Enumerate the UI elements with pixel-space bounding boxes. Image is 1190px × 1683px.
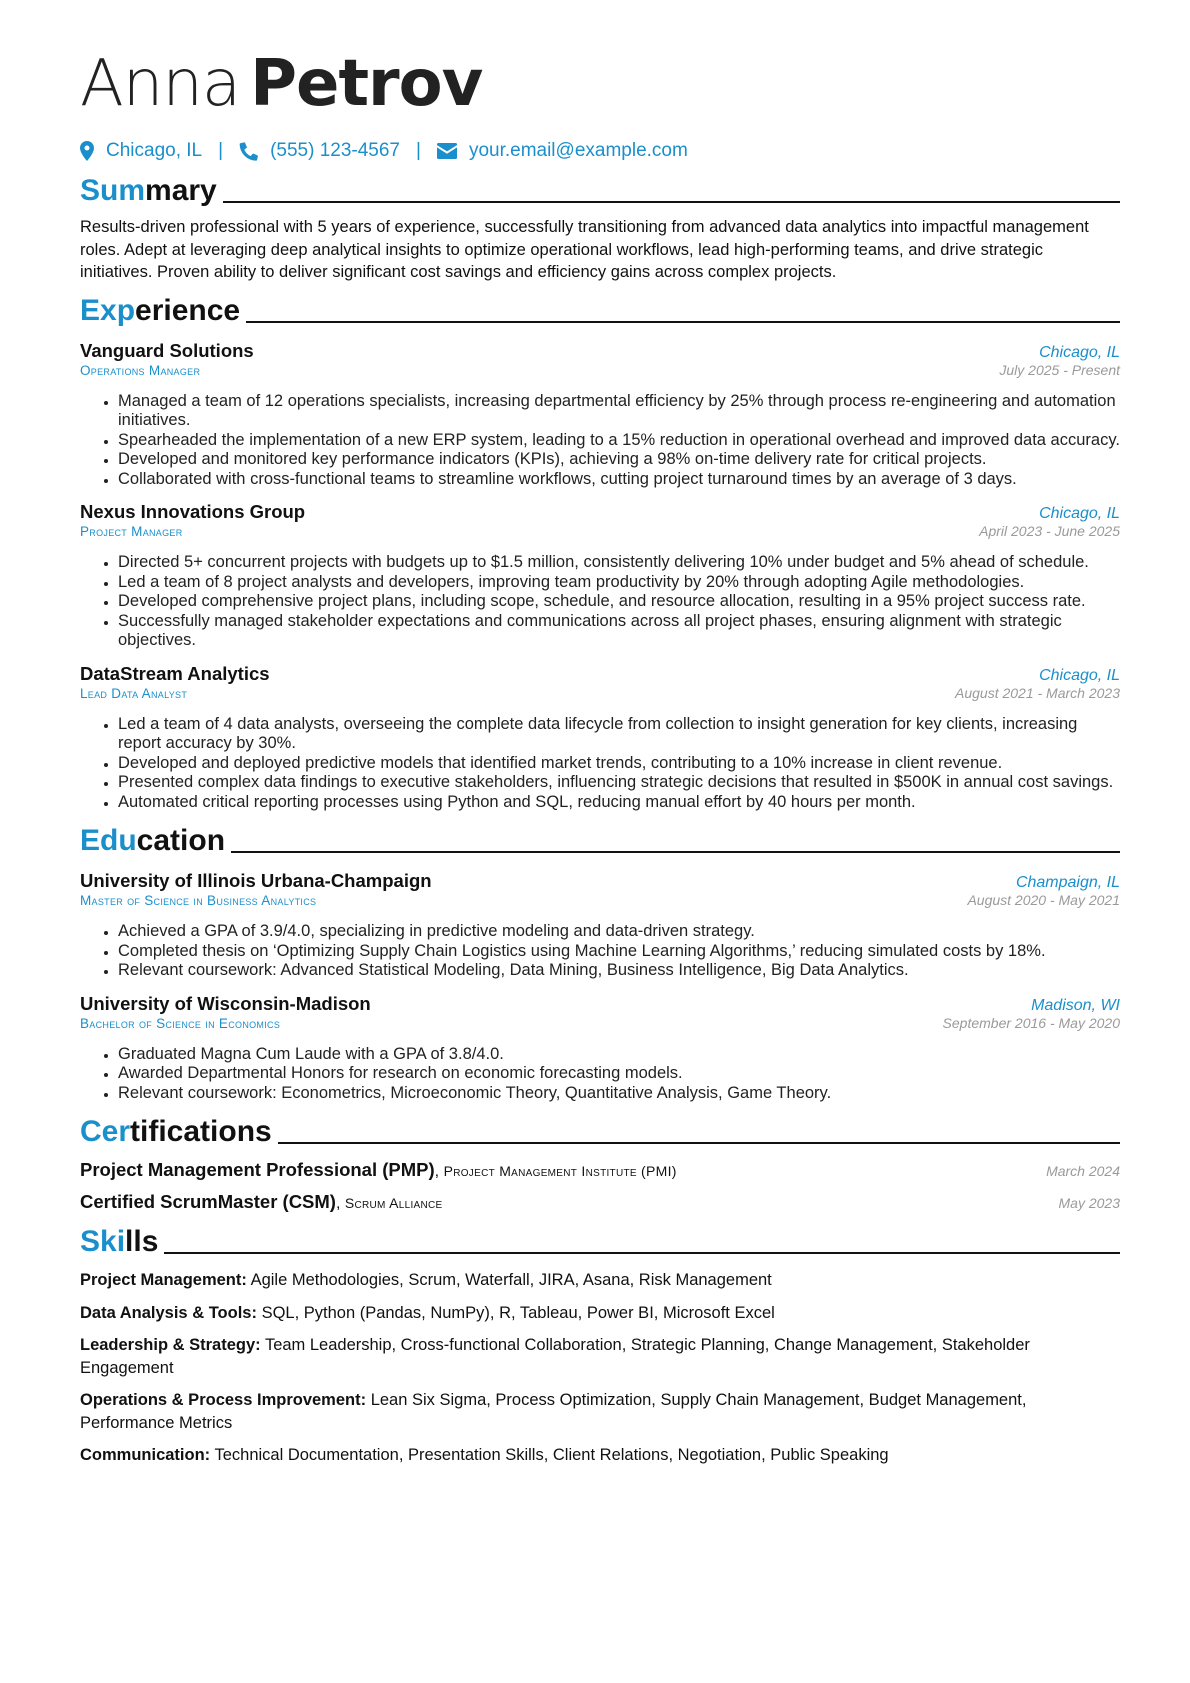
cert-date: March 2024 <box>1046 1163 1120 1179</box>
cert-issuer: Scrum Alliance <box>344 1195 443 1211</box>
cert-name: Project Management Professional (PMP) <box>80 1159 435 1180</box>
email-text: your.email@example.com <box>468 140 688 161</box>
location-text: Chicago, IL <box>106 140 203 161</box>
phone-icon <box>239 142 258 161</box>
experience-entry <box>80 501 1120 651</box>
section-title: Experience <box>80 293 241 327</box>
bullet-item: • Led a team of 8 project analysts and developers, improving team productivity by 20% through adopting Agile methodologies. <box>118 573 1120 593</box>
bullet-item: • Collaborated with cross-functional teams to streamline workflows, cutting project turnaround times by an average of 3 days. <box>118 470 1120 490</box>
skill-label: Operations & Process Improvement: <box>80 1391 367 1409</box>
bullet-item: • Led a team of 4 data analysts, overseeing the complete data lifecycle from collection to insight generation for key clients, increasing report accuracy by 30%. <box>118 715 1120 754</box>
bullet-item: • Directed 5+ concurrent projects with budgets up to $1.5 million, consistently delivering 10% under budget and 5% ahead of schedule. <box>118 553 1120 573</box>
job-title: Project Manager <box>80 524 183 539</box>
section-title: Certifications <box>80 1115 272 1148</box>
skill-label: Leadership & Strategy: <box>80 1336 261 1354</box>
degree-name: Bachelor of Science in Economics <box>80 1015 281 1031</box>
skill-value: Technical Documentation, Presentation Skills, Client Relations, Negotiation, Public Speaking <box>214 1446 889 1464</box>
envelope-icon <box>437 143 457 159</box>
skill-value: Lean Six Sigma, Process Optimization, Supply Chain Management, Budget Management, Performance Metrics <box>80 1391 1027 1432</box>
bullet-item: • Completed thesis on ‘Optimizing Supply Chain Logistics using Machine Learning Algorithms,’ reducing simulated costs by 18%. <box>118 942 1120 962</box>
contact-separator: | <box>416 140 421 161</box>
bullet-list <box>80 715 1120 813</box>
education-heading <box>80 824 1120 858</box>
contact-email[interactable] <box>437 140 688 162</box>
cert-date: May 2023 <box>1058 1195 1120 1211</box>
section-title: Education <box>80 824 226 857</box>
summary-heading <box>80 174 1120 208</box>
entry-location: Chicago, IL <box>1039 505 1120 522</box>
contact-phone[interactable] <box>239 140 400 162</box>
entry-location: Chicago, IL <box>1039 343 1120 361</box>
entry-location: Chicago, IL <box>1039 666 1120 684</box>
school-name: University of Wisconsin-Madison <box>80 992 371 1014</box>
entry-dates: April 2023 - June 2025 <box>979 523 1120 539</box>
bullet-list <box>80 553 1120 651</box>
entry-dates: September 2016 - May 2020 <box>942 1014 1120 1031</box>
section-rule <box>231 851 1120 853</box>
summary-text: Results-driven professional with 5 years of experience, successfully transitioning from advanced data analytics into impactful management roles. Adept at leveraging deep analytical insights to optimize operational workflows, lead high-performing teams, and drive strategic initiatives. Proven ability to deliver significant cost savings and efficiency gains across complex projects. <box>80 218 1089 281</box>
skills-heading <box>80 1225 1120 1259</box>
skill-value: Team Leadership, Cross-functional Collaboration, Strategic Planning, Change Management, Stakeholder Engagement <box>80 1336 1030 1377</box>
experience-entry <box>80 663 1120 813</box>
skill-row <box>80 1302 1120 1325</box>
bullet-item: • Relevant coursework: Advanced Statistical Modeling, Data Mining, Business Intelligence, Big Data Analytics. <box>118 961 1120 981</box>
experience-heading <box>80 294 1120 328</box>
company-name: Nexus Innovations Group <box>80 501 306 522</box>
entry-dates: August 2021 - March 2023 <box>955 684 1120 701</box>
skill-row <box>80 1444 1120 1467</box>
bullet-item: • Spearheaded the implementation of a new ERP system, leading to a 15% reduction in operational overhead and improved data accuracy. <box>118 431 1120 451</box>
skill-row <box>80 1389 1120 1434</box>
bullet-list <box>80 1045 1120 1104</box>
entry-dates: August 2020 - May 2021 <box>967 892 1120 908</box>
company-name: DataStream Analytics <box>80 662 270 684</box>
section-rule <box>246 321 1120 323</box>
bullet-item: • Presented complex data findings to executive stakeholders, influencing strategic decisions that resulted in $500K in annual cost savings. <box>118 773 1120 793</box>
resume-page <box>80 0 1120 1467</box>
certification-item: Certified ScrumMaster (CSM), Scrum Alliance May 2023 <box>80 1191 1120 1212</box>
education-entry <box>80 870 1120 981</box>
bullet-item: • Relevant coursework: Econometrics, Microeconomic Theory, Quantitative Analysis, Game Theory. <box>118 1084 1120 1104</box>
skill-value: Agile Methodologies, Scrum, Waterfall, JIRA, Asana, Risk Management <box>250 1271 772 1289</box>
section-rule <box>164 1252 1120 1254</box>
section-rule <box>278 1142 1120 1144</box>
section-rule <box>223 201 1120 203</box>
degree-name: Master of Science in Business Analytics <box>80 893 317 908</box>
experience-entry <box>80 340 1120 490</box>
certifications-heading <box>80 1115 1120 1149</box>
skill-row <box>80 1334 1120 1379</box>
skill-value: SQL, Python (Pandas, NumPy), R, Tableau, Power BI, Microsoft Excel <box>261 1303 775 1322</box>
contact-line <box>80 138 1120 164</box>
bullet-list <box>80 392 1120 490</box>
skill-label: Project Management: <box>80 1271 247 1289</box>
cert-name: Certified ScrumMaster (CSM) <box>80 1191 336 1212</box>
bullet-item: • Graduated Magna Cum Laude with a GPA of 3.8/4.0. <box>118 1045 1120 1065</box>
bullet-item: • Developed and deployed predictive models that identified market trends, contributing to a 10% increase in client revenue. <box>118 754 1120 774</box>
bullet-item: • Successfully managed stakeholder expectations and communications across all project phases, ensuring alignment with strategic objectives. <box>118 612 1120 651</box>
candidate-name <box>80 44 1120 124</box>
section-title: Skills <box>80 1225 159 1258</box>
education-entry <box>80 993 1120 1104</box>
bullet-list <box>80 922 1120 981</box>
bullet-item: • Developed and monitored key performance indicators (KPIs), achieving a 98% on-time delivery rate for critical projects. <box>118 450 1120 470</box>
school-name: University of Illinois Urbana-Champaign <box>80 870 432 891</box>
job-title: Operations Manager <box>80 362 201 378</box>
cert-issuer: Project Management Institute (PMI) <box>443 1163 677 1179</box>
skill-label: Data Analysis & Tools: <box>80 1303 257 1322</box>
contact-separator: | <box>218 140 224 161</box>
bullet-item: • Managed a team of 12 operations specialists, increasing departmental efficiency by 25% through process re-engineering and automation initiatives. <box>118 392 1120 431</box>
bullet-item: • Awarded Departmental Honors for research on economic forecasting models. <box>118 1064 1120 1084</box>
job-title: Lead Data Analyst <box>80 685 188 701</box>
section-title: Summary <box>80 174 217 207</box>
bullet-item: • Achieved a GPA of 3.9/4.0, specializing in predictive modeling and data-driven strategy. <box>118 922 1120 942</box>
bullet-item: • Automated critical reporting processes using Python and SQL, reducing manual effort by 40 hours per month. <box>118 793 1120 813</box>
last-name: Petrov <box>250 47 483 121</box>
entry-dates: July 2025 - Present <box>999 361 1120 378</box>
skill-row <box>80 1269 1120 1292</box>
first-name: Anna <box>80 47 241 121</box>
certification-item: Project Management Professional (PMP), Project Management Institute (PMI) March 2024 <box>80 1159 1120 1180</box>
map-pin-icon <box>80 141 94 161</box>
entry-location: Madison, WI <box>1031 996 1120 1014</box>
phone-text: (555) 123-4567 <box>270 140 400 161</box>
contact-location <box>80 140 202 162</box>
skill-label: Communication: <box>80 1446 211 1464</box>
company-name: Vanguard Solutions <box>80 339 254 361</box>
bullet-item: • Developed comprehensive project plans, including scope, schedule, and resource allocation, resulting in a 95% project success rate. <box>118 592 1120 612</box>
entry-location: Champaign, IL <box>1015 874 1120 891</box>
